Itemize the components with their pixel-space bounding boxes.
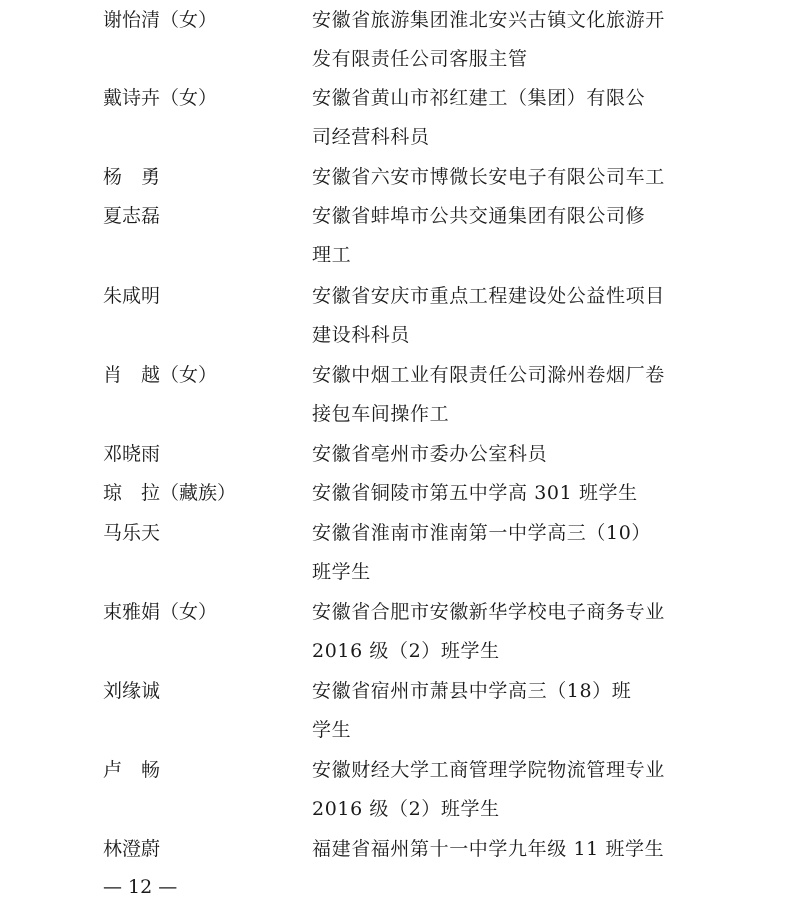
person-name: 谢怡清（女） (103, 9, 218, 31)
unit-line: 安徽省安庆市重点工程建设处公益性项目 (312, 285, 665, 307)
unit-line: 安徽省黄山市祁红建工（集团）有限公 (312, 87, 646, 109)
unit-line: 安徽省旅游集团淮北安兴古镇文化旅游开 (312, 9, 665, 31)
unit-line: 接包车间操作工 (312, 403, 450, 425)
person-unit (312, 830, 692, 869)
unit-line: 2016 级（2）班学生 (312, 640, 500, 662)
unit-line: 安徽中烟工业有限责任公司滁州卷烟厂卷 (312, 364, 665, 386)
unit-line: 班学生 (312, 561, 371, 583)
person-unit (312, 514, 692, 592)
unit-line: 安徽省宿州市萧县中学高三（18）班 (312, 680, 632, 702)
person-unit (312, 593, 692, 671)
person-unit (312, 751, 692, 829)
unit-line: 安徽省合肥市安徽新华学校电子商务专业 (312, 601, 665, 623)
person-name: 杨 勇 (103, 166, 161, 188)
unit-line: 安徽财经大学工商管理学院物流管理专业 (312, 759, 665, 781)
person-name: 夏志磊 (103, 205, 161, 227)
person-name: 束雅娟（女） (103, 601, 218, 623)
unit-line: 福建省福州第十一中学九年级 11 班学生 (312, 838, 665, 860)
person-unit (312, 1, 692, 79)
unit-line: 安徽省铜陵市第五中学高 301 班学生 (312, 482, 638, 504)
person-unit (312, 474, 692, 513)
person-unit (312, 672, 692, 750)
person-unit (312, 158, 692, 197)
unit-line: 安徽省淮南市淮南第一中学高三（10） (312, 522, 651, 544)
person-unit (312, 356, 692, 434)
person-unit (312, 79, 692, 157)
unit-line: 2016 级（2）班学生 (312, 798, 500, 820)
person-name: 卢 畅 (103, 759, 161, 781)
unit-line: 司经营科科员 (312, 126, 430, 148)
unit-line: 学生 (312, 719, 352, 741)
person-unit (312, 435, 692, 474)
person-unit (312, 197, 692, 275)
person-name: 琼 拉（藏族） (103, 482, 237, 504)
person-name: 戴诗卉（女） (103, 87, 218, 109)
person-name: 邓晓雨 (103, 443, 161, 465)
unit-line: 理工 (312, 244, 352, 266)
page-number: — 12 — (103, 876, 178, 898)
person-name: 林澄蔚 (103, 838, 161, 860)
person-name: 马乐天 (103, 522, 161, 544)
person-name: 刘缘诚 (103, 680, 161, 702)
person-unit (312, 277, 692, 355)
unit-line: 安徽省亳州市委办公室科员 (312, 443, 548, 465)
unit-line: 安徽省蚌埠市公共交通集团有限公司修 (312, 205, 646, 227)
unit-line: 安徽省六安市博微长安电子有限公司车工 (312, 166, 665, 188)
unit-line: 建设科科员 (312, 324, 411, 346)
unit-line: 发有限责任公司客服主管 (312, 48, 528, 70)
person-name: 朱咸明 (103, 285, 161, 307)
person-name: 肖 越（女） (103, 364, 218, 386)
